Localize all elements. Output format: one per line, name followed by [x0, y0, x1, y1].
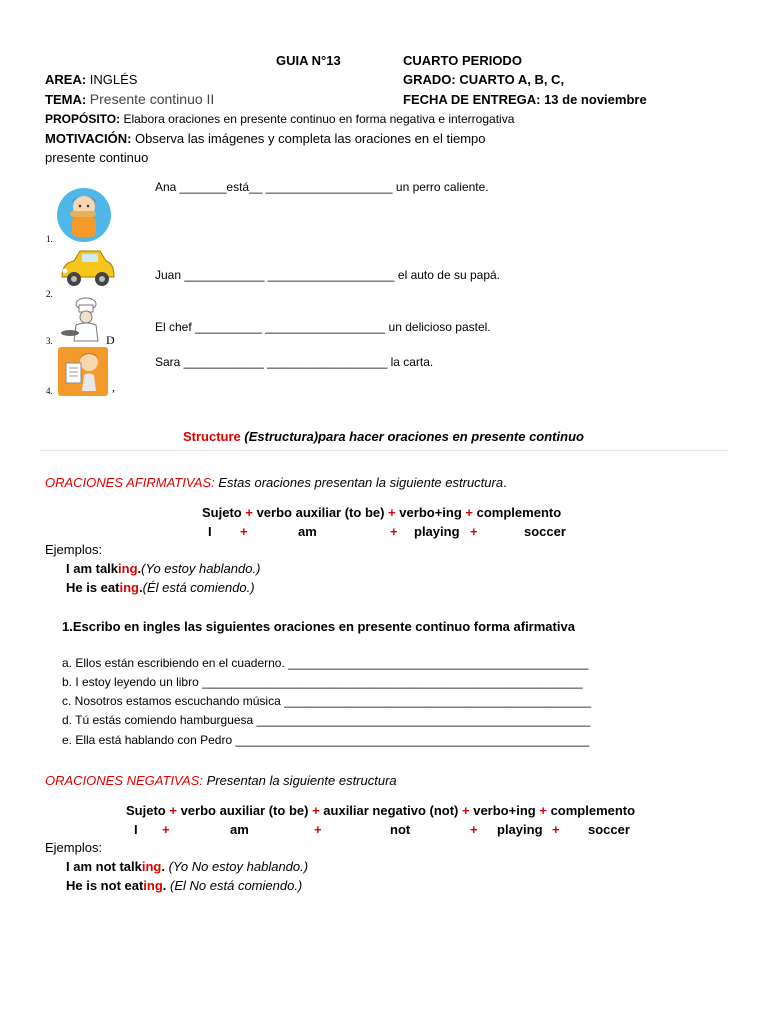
negative-row-complement: soccer	[588, 822, 630, 837]
sentence-3: El chef __________ __________________ un delicioso pastel.	[155, 320, 491, 334]
area-label: AREA:	[45, 72, 87, 87]
plus-sign: +	[552, 822, 560, 837]
negative-label: ORACIONES NEGATIVAS:	[45, 773, 203, 788]
formula-verbo-ing: verbo+ing	[399, 505, 462, 520]
periodo: CUARTO PERIODO	[403, 53, 522, 68]
formula-verbo-aux: verbo auxiliar (to be)	[180, 803, 309, 818]
affirmative-row-complement: soccer	[524, 524, 566, 539]
affirmative-example-1	[66, 561, 260, 576]
example-translation: (Él está comiendo.)	[142, 580, 255, 595]
example-stem: I am not talk	[66, 859, 142, 874]
plus-sign: +	[462, 803, 470, 818]
affirmative-row-aux: am	[298, 524, 317, 539]
negative-row-not: not	[390, 822, 411, 837]
exercise2-item-a: a. Ellos están escribiendo en el cuaderno. _____________________________________________	[62, 656, 589, 670]
formula-verbo-ing: verbo+ing	[473, 803, 536, 818]
plus-sign: +	[539, 803, 547, 818]
plus-sign: +	[312, 803, 320, 818]
sentence-2: Juan ____________ ___________________ el auto de su papá.	[155, 268, 500, 282]
plus-sign: +	[470, 524, 478, 539]
exercise-suffix-3: D	[106, 333, 115, 347]
plus-sign: +	[390, 524, 398, 539]
affirmative-heading	[45, 475, 507, 490]
affirmative-text: Estas oraciones presentan la siguiente estructura	[214, 475, 504, 490]
example-translation: (Yo No estoy hablando.)	[164, 859, 309, 874]
affirmative-formula	[202, 505, 561, 520]
proposito-label: PROPÓSITO:	[45, 112, 121, 126]
plus-sign: +	[240, 524, 248, 539]
proposito-value: Elabora oraciones en presente continuo en forma negativa e interrogativa	[120, 112, 515, 126]
formula-complemento: complemento	[550, 803, 636, 818]
girl-eating-icon	[44, 183, 116, 245]
example-stem: He is eat	[66, 580, 120, 595]
example-ing: ing	[119, 580, 139, 595]
exercise2-item-c: c. Nosotros estamos escuchando música ______________________________________________	[62, 694, 592, 708]
section-divider	[40, 450, 728, 451]
motivacion-label: MOTIVACIÓN:	[45, 131, 132, 146]
plus-sign: +	[465, 505, 474, 520]
exercise2-item-e: e. Ella está hablando con Pedro _____________________________________________________	[62, 733, 590, 747]
grado: GRADO: CUARTO A, B, C,	[403, 72, 565, 87]
tema-value: Presente continuo II	[89, 91, 215, 107]
exercise-number-2: 2.	[46, 289, 53, 299]
example-ing: ing	[143, 878, 163, 893]
exercise2-item-b: b. I estoy leyendo un libro _________________________________________________________	[62, 675, 583, 689]
plus-sign: +	[245, 505, 253, 520]
example-translation: (Yo estoy hablando.)	[141, 561, 261, 576]
formula-aux-neg: auxiliar negativo (not)	[323, 803, 459, 818]
example-dot: .	[162, 878, 167, 893]
sentence-4: Sara ____________ __________________ la carta.	[155, 355, 434, 369]
plus-sign: +	[388, 505, 396, 520]
example-dot: .	[138, 580, 143, 595]
affirmative-example-2	[66, 580, 255, 595]
tema-line	[45, 91, 214, 107]
tema-label: TEMA:	[45, 92, 87, 107]
exercise-number-4: 4.	[46, 386, 53, 396]
motivacion-line	[45, 131, 486, 146]
example-stem: He is not eat	[66, 878, 144, 893]
negative-row-aux: am	[230, 822, 249, 837]
affirmative-label: ORACIONES AFIRMATIVAS:	[45, 475, 215, 490]
affirmative-period: .	[503, 475, 507, 490]
formula-verbo-aux: verbo auxiliar (to be)	[256, 505, 385, 520]
affirmative-row-subject: I	[208, 524, 212, 539]
exercise-image-4	[58, 347, 108, 396]
formula-sujeto: Sujeto	[202, 505, 242, 520]
chef-icon	[58, 297, 108, 345]
plus-sign: +	[314, 822, 322, 837]
exercise-suffix-4: ,	[112, 380, 115, 394]
example-ing: ing	[118, 561, 138, 576]
example-ing: ing	[141, 859, 162, 874]
exercise2-item-d: d. Tú estás comiendo hamburguesa __________________________________________________	[62, 713, 591, 727]
exercise-image-1	[44, 183, 116, 245]
negative-heading	[45, 773, 397, 788]
exercise-image-2	[56, 247, 116, 293]
affirmative-row-verb: playing	[414, 524, 460, 539]
exercise-number-1: 1.	[46, 234, 53, 244]
affirmative-examples-label: Ejemplos:	[45, 542, 103, 557]
structure-heading-red: Structure	[183, 429, 241, 444]
girl-reading-letter-icon	[58, 347, 108, 396]
negative-formula	[126, 803, 635, 818]
negative-row-subject: I	[134, 822, 138, 837]
negative-text: Presentan la siguiente estructura	[202, 773, 397, 788]
structure-heading-rest: (Estructura)para hacer oraciones en presente continuo	[240, 429, 584, 444]
example-translation: (El No está comiendo.)	[166, 878, 303, 893]
car-icon	[56, 247, 116, 293]
example-stem: I am talk	[66, 561, 119, 576]
formula-sujeto: Sujeto	[126, 803, 166, 818]
negative-row-verb: playing	[497, 822, 543, 837]
area-value: INGLÉS	[86, 72, 138, 87]
motivacion-value-cont: presente continuo	[45, 150, 149, 165]
area-line	[45, 72, 137, 87]
proposito-line	[45, 112, 514, 126]
example-dot: .	[137, 561, 142, 576]
plus-sign: +	[470, 822, 478, 837]
negative-example-1	[66, 859, 308, 874]
negative-examples-label: Ejemplos:	[45, 840, 103, 855]
example-dot: .	[161, 859, 165, 874]
exercise-number-3: 3.	[46, 336, 53, 346]
plus-sign: +	[162, 822, 170, 837]
negative-example-2	[66, 878, 302, 893]
fecha-entrega: FECHA DE ENTREGA: 13 de noviembre	[403, 92, 647, 107]
formula-complemento: complemento	[476, 505, 562, 520]
guia-number: GUIA N°13	[276, 53, 341, 68]
exercise-image-3	[58, 297, 108, 345]
sentence-1: Ana _______está__ ___________________ un perro caliente.	[155, 180, 489, 194]
structure-heading	[183, 429, 584, 444]
motivacion-value: Observa las imágenes y completa las oraciones en el tiempo	[131, 131, 486, 146]
plus-sign: +	[169, 803, 177, 818]
exercise2-title: 1.Escribo en ingles las siguientes oraciones en presente continuo forma afirmativa	[62, 619, 575, 634]
